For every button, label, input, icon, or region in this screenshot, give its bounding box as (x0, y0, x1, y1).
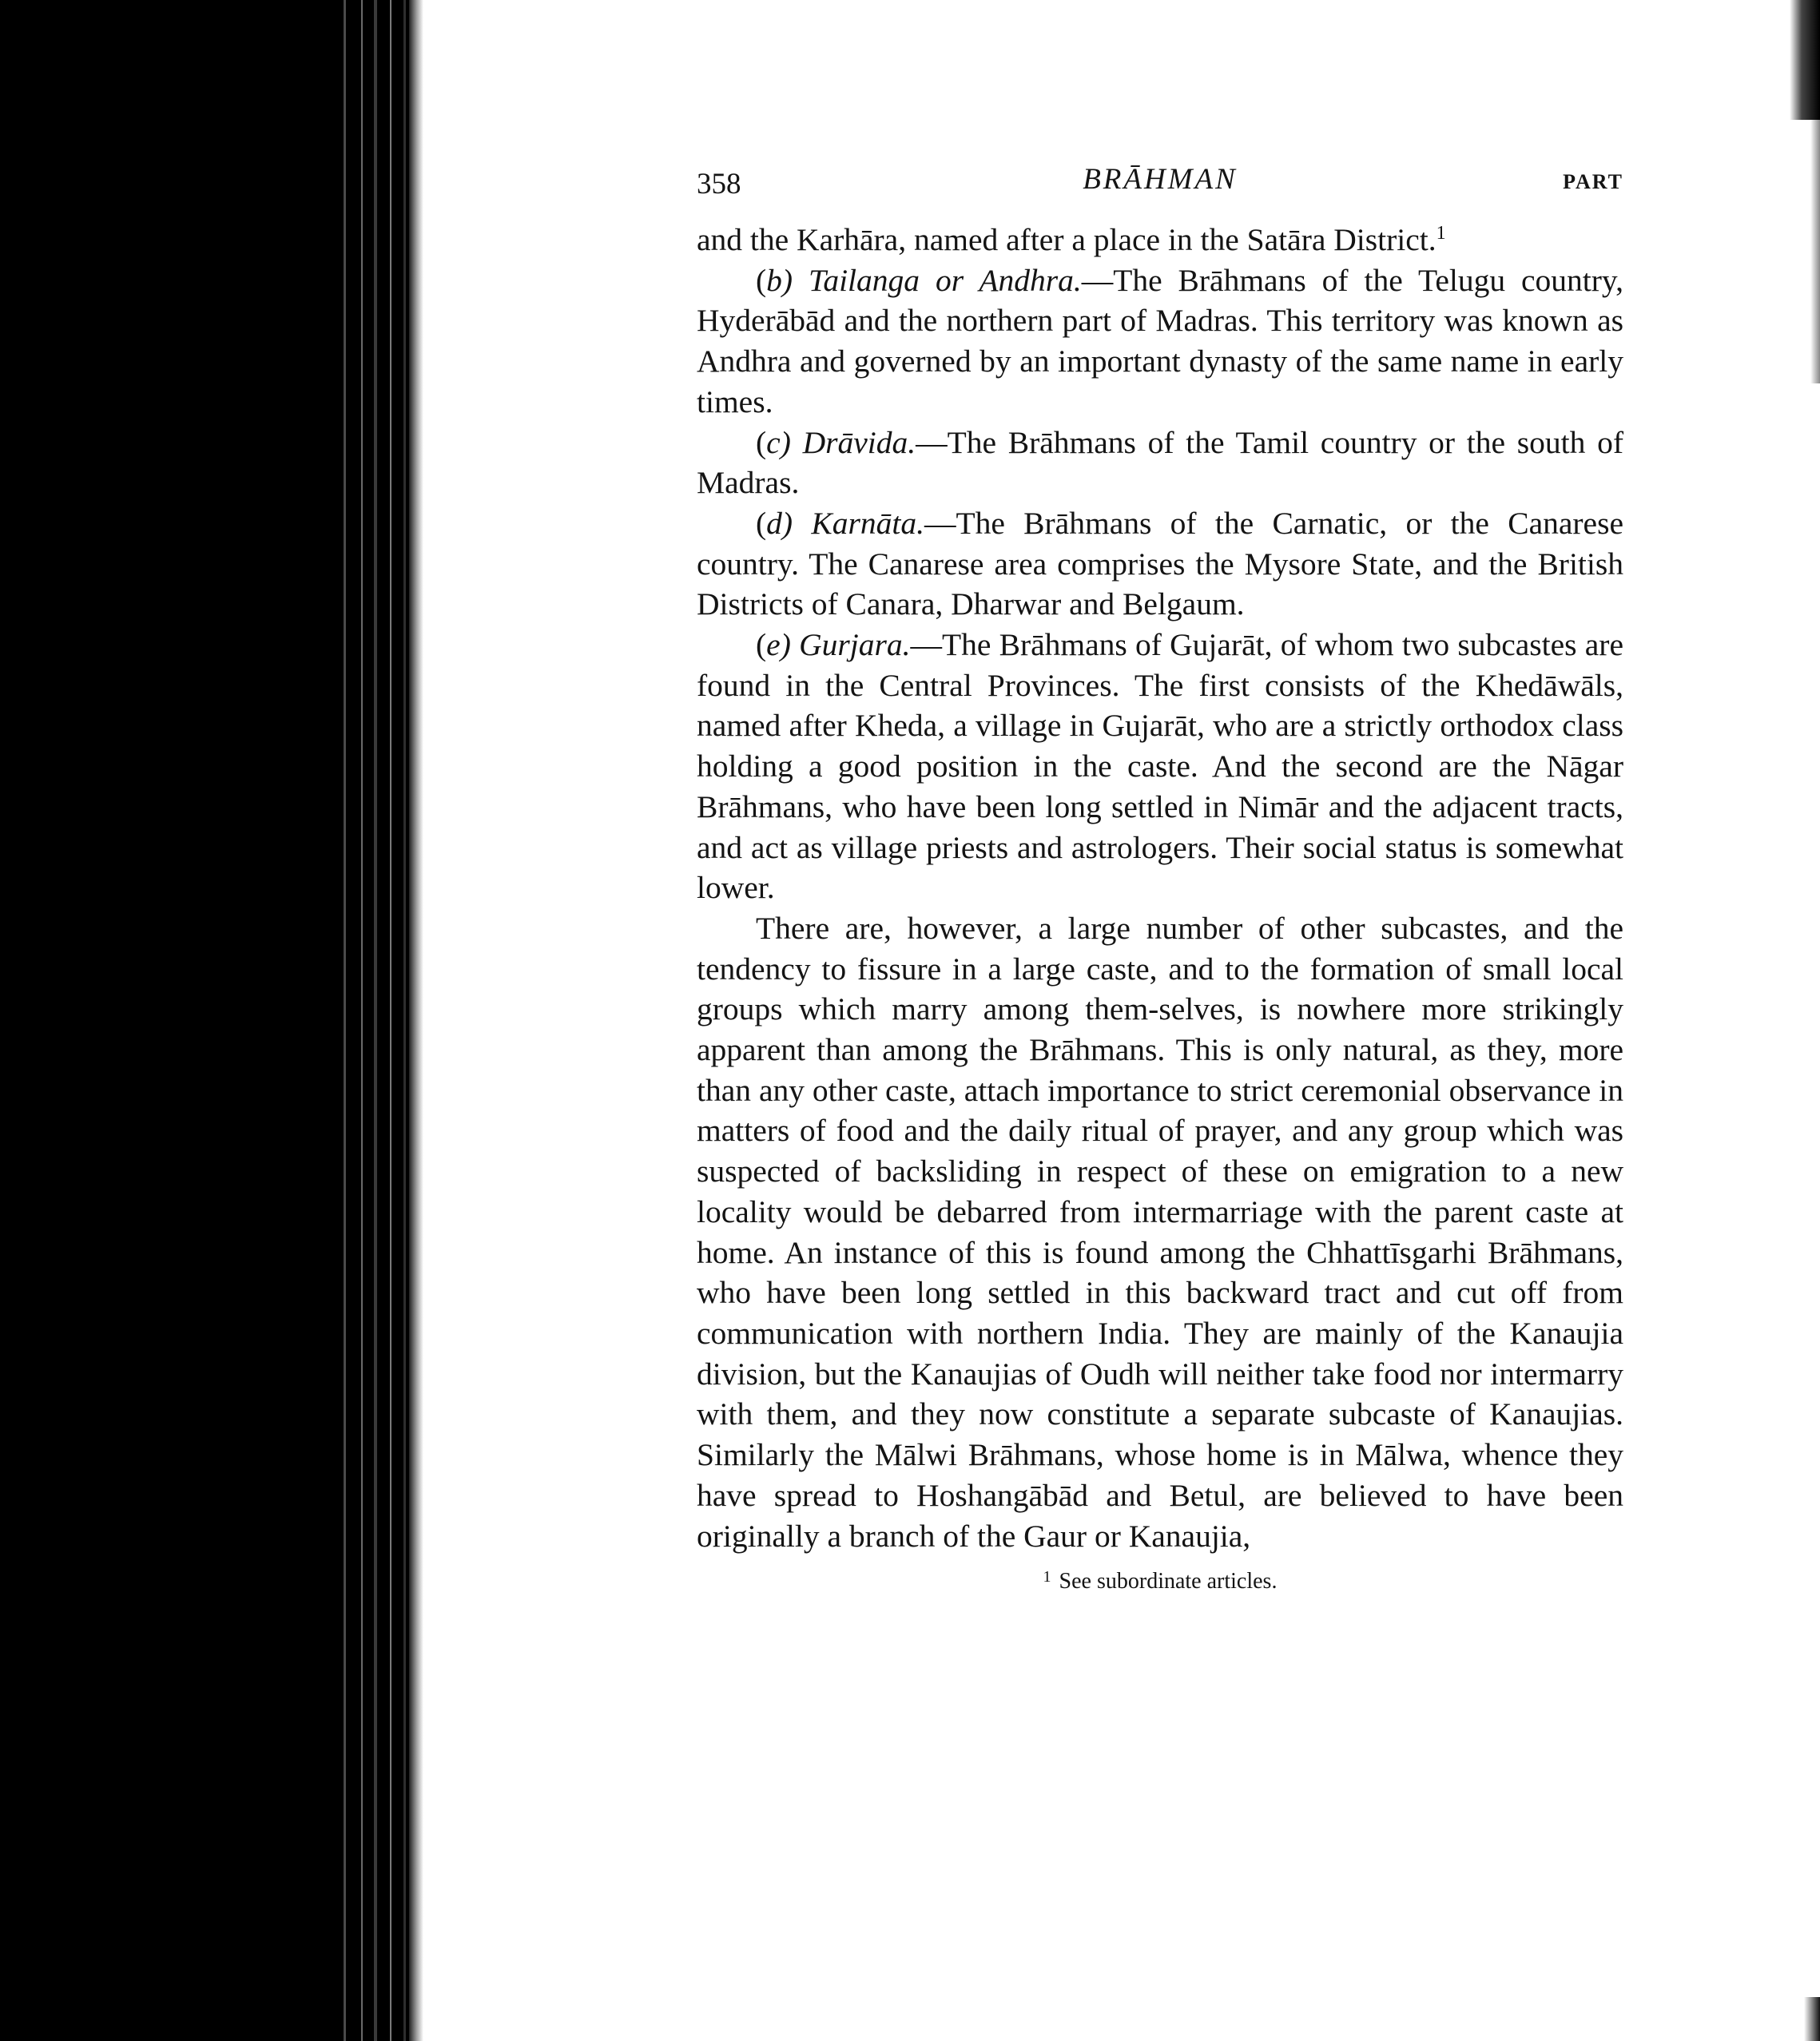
scan-right-edge-bottom (1804, 1997, 1820, 2041)
paragraph-text: —The Brāhmans of the Carnatic, or the Canarese country. The Canarese area comprises the Mysore State, and the British Districts of Canara, Dharwar and Belgaum. (697, 505, 1623, 622)
paragraph-dravida (697, 423, 1623, 503)
paragraph-text: —The Brāhmans of Gujarāt, of whom two subcastes are found in the Central Provinces. The first consists of the Khedāwāls, named after Kheda, a village in Gujarāt, who are a strictly orthodox class holding a good position in the caste. And the second are the Nāgar Brāhmans, who have been long settled in Nimār and the adjacent tracts, and act as village priests and astrologers. Their social status is somewhat lower. (697, 627, 1623, 906)
paragraph-title: ) Drāvida. (780, 424, 916, 460)
paragraph-gurjara (697, 625, 1623, 908)
paragraph-title: ) Karnāta. (781, 505, 924, 541)
paragraph-lead: ( (756, 424, 767, 460)
footnote-mark: 1 (1043, 1568, 1051, 1586)
scan-streak (374, 0, 377, 2041)
scan-streak (361, 0, 363, 2041)
footnote-text: See subordinate articles. (1059, 1569, 1278, 1594)
page-number: 358 (697, 168, 741, 201)
paragraph-text: —The Brāhmans of the Tamil country or the south of Madras. (697, 424, 1623, 501)
scan-streak (344, 0, 346, 2041)
scan-streak (390, 0, 391, 2041)
paragraph-lead: ( (756, 262, 767, 298)
paragraph-subcastes (697, 908, 1623, 1556)
body-text (697, 220, 1623, 1556)
paragraph-text: —The Brāhmans of the Telugu country, Hyderābād and the northern part of Madras. This territory was known as Andhra and governed by an important dynasty of the same name in early times. (697, 262, 1623, 419)
scan-right-edge-mid (1810, 120, 1820, 383)
part-label: PART (1563, 170, 1623, 193)
paragraph-title: ) Tailanga or Andhra. (781, 262, 1082, 298)
scan-right-edge-top (1790, 0, 1820, 120)
paragraph-lead: ( (756, 627, 767, 663)
paragraph-label: c (766, 424, 781, 460)
paragraph-text: There are, however, a large number of other subcastes, and the tendency to fissure in a large caste, and to the formation of small local groups which marry among them-selves, is nowhere more strikingly apparent than among the Brāhmans. This is only natural, as they, more than any other caste, attach importance to strict ceremonial observance in matters of food and the daily ritual of prayer, and any group which was suspected of backsliding in respect of these on emigration to a new locality would be debarred from intermarriage with the parent caste at home. An instance of this is found among the Chhattīsgarhi Brāhmans, who have been long settled in this backward tract and cut off from communication with northern India. They are mainly of the Kanaujia division, but the Kanaujias of Oudh will neither take food nor intermarry with them, and they now constitute a separate subcaste of Kanaujias. Similarly the Mālwi Brāhmans, whose home is in Mālwa, whence they have spread to Hoshangābād and Betul, are believed to have been originally a branch of the Gaur or Kanaujia, (697, 910, 1623, 1554)
paragraph-karnata (697, 503, 1623, 625)
paragraph-title: ) Gurjara. (780, 627, 911, 663)
paragraph-label: e (766, 627, 781, 663)
paragraph-tailanga (697, 260, 1623, 423)
scan-streak (403, 0, 406, 2041)
book-page (697, 156, 1623, 1596)
footnote (697, 1567, 1623, 1596)
scan-binding-edge (0, 0, 415, 2041)
paragraph-text: and the Karhāra, named after a place in the Satāra District. (697, 222, 1437, 257)
footnote-reference: 1 (1436, 223, 1446, 244)
running-title: BRĀHMAN (1083, 163, 1238, 196)
page-header (697, 156, 1623, 204)
paragraph-continuation (697, 220, 1623, 260)
paragraph-label: b (766, 262, 782, 298)
paragraph-label: d (766, 505, 782, 541)
scan-binding-fade (409, 0, 423, 2041)
paragraph-lead: ( (756, 505, 767, 541)
